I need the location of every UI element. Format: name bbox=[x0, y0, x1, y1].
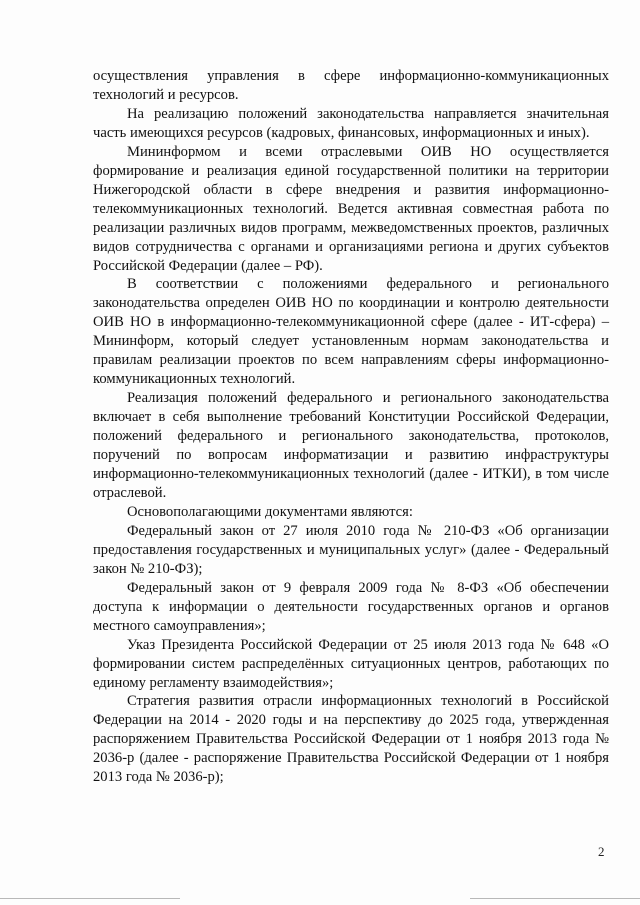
paragraph-4: В соответствии с положениями федерального и регионального законодательства определен ОИВ НО по координации и контролю деятельности ОИВ НО в информационно-телекоммуникационной сфере (далее - ИТ-сфера) – Мининформ, который следует установленным нормам законодательства и правилам реализации проектов по всем направлениям сферы информационно-коммуникационных технологий. bbox=[93, 276, 609, 388]
page-number: 2 bbox=[598, 844, 605, 859]
paragraph-6: Основополагающими документами являются: bbox=[127, 503, 413, 520]
paragraph-10: Стратегия развития отрасли информационных технологий в Российской Федерации на 2014 - 2020 годы и на перспективу до 2025 года, утвержденная распоряжением Правительства Российской Федерации от 1 ноября 2013 года № 2036-р (далее - распоряжение Правительства Российской Федерации от 1 ноября 2013 года № 2036-р); bbox=[93, 693, 609, 786]
paragraph-7: Федеральный закон от 27 июля 2010 года № 210-ФЗ «Об организации предоставления государственных и муниципальных услуг» (далее - Федеральный закон № 210-ФЗ); bbox=[93, 522, 609, 577]
paragraph-5: Реализация положений федерального и регионального законодательства включает в себя выполнение требований Конституции Российской Федерации, положений федерального и регионального законодательства, протоколов, поручений по вопросам информатизации и развитию инфраструктуры информационно-телекоммуникационных технологий (далее - ИТКИ), в том числе отраслевой. bbox=[93, 390, 609, 501]
paragraph-3: Мининформом и всеми отраслевыми ОИВ НО осуществляется формирование и реализация единой государственной политики на территории Нижегородской области в сфере внедрения и развития информационно-телекоммуникационных технологий. Ведется активная совместная работа по реализации различных видов программ, межведомственных проектов, различных видов сотрудничества с органами и организациями региона и других субъектов Российской Федерации (далее – РФ). bbox=[93, 143, 609, 274]
scan-artifact-bottom-1 bbox=[0, 898, 180, 899]
paragraph-8: Федеральный закон от 9 февраля 2009 года № 8-ФЗ «Об обеспечении доступа к информации о деятельности государственных органов и органов местного самоуправления»; bbox=[93, 579, 609, 634]
paragraph-1: осуществления управления в сфере информационно-коммуникационных технологий и ресурсов. bbox=[93, 68, 609, 103]
paragraph-2: На реализацию положений законодательства направляется значительная часть имеющихся ресурсов (кадровых, финансовых, информационных и иных). bbox=[93, 105, 609, 141]
document-body bbox=[93, 67, 609, 787]
paragraph-9: Указ Президента Российской Федерации от 25 июля 2013 года № 648 «О формировании систем распределённых ситуационных центров, работающих по единому регламенту взаимодействия»; bbox=[93, 636, 609, 691]
scan-artifact-bottom-2 bbox=[470, 898, 640, 899]
